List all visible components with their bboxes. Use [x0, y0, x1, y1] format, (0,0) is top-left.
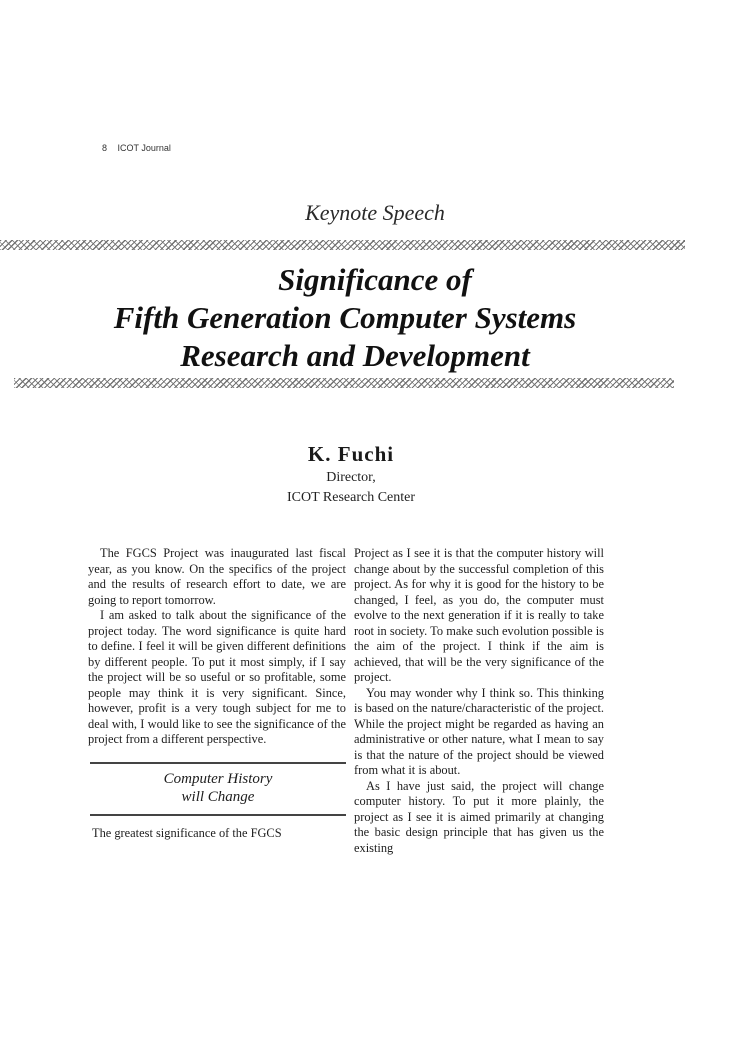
author-name: K. Fuchi — [307, 442, 395, 466]
decorative-border-top — [0, 240, 685, 250]
left-column — [88, 546, 346, 841]
author-role: Director, — [326, 470, 376, 485]
right-column — [354, 546, 604, 856]
running-header — [102, 143, 171, 153]
paragraph: The FGCS Project was inaugurated last fiscal year, as you know. On the specifics of the project and the results of research effort to date, we are going to report tomorrow. — [88, 546, 346, 607]
section-label: Keynote Speech — [305, 200, 445, 225]
paragraph: I am asked to talk about the significance of the project today. The word significance is quite hard to define. I feel it will be given different definitions by different people. To put it most simply, if I say the project will be so useful or so profitable, some people may think it is very significant. Since, however, profit is a very tough subject for me to deal with, I would like to see the significance of the project from a different perspective. — [88, 608, 346, 746]
paragraph: The greatest significance of the FGCS — [92, 825, 282, 840]
subheading-box — [90, 762, 346, 816]
title-line-1: Significance of — [278, 262, 472, 297]
author-organization: ICOT Research Center — [286, 490, 416, 505]
decorative-border-bottom — [14, 378, 674, 388]
subheading-line-2: will Change — [181, 788, 255, 805]
paragraph: You may wonder why I think so. This thinking is based on the nature/characteristic of the project. While the project might be regarded as having an administrative or other nature, what I mean to say is that the nature of the project should be viewed from what it is about. — [354, 685, 604, 777]
paragraph: Project as I see it is that the computer history will change about by the successful completion of this project. As for why it is good for the history to be changed, I feel, as you do, the computer must evolve to the next generation if it is really to take root in society. To make such evolution possible is the aim of the project. I think if the aim is achieved, that will be the very significance of the project. — [354, 546, 604, 684]
title-line-2: Fifth Generation Computer Systems — [113, 300, 577, 335]
paragraph: As I have just said, the project will change computer history. To put it more plainly, the project as I see it is aimed primarily at changing the basic design principle that has given us the existing — [354, 778, 604, 855]
page-number: 8 — [102, 143, 108, 153]
subheading-line-1: Computer History — [163, 770, 273, 787]
journal-name: ICOT Journal — [117, 143, 171, 153]
title-line-3: Research and Development — [180, 338, 530, 373]
